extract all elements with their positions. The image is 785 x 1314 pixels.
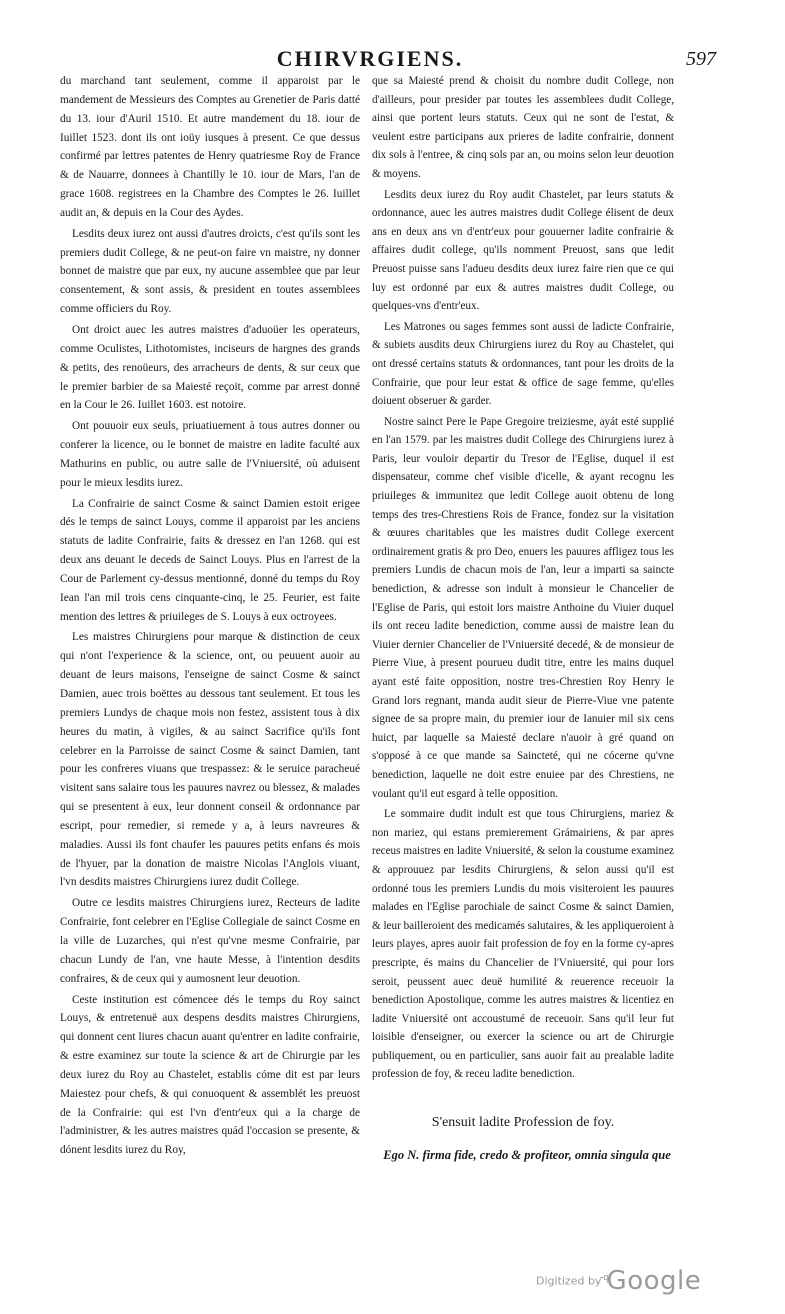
paragraph: Nostre sainct Pere le Pape Gregoire treiziesme, ayát esté supplié en l'an 1579. par les maistres dudit College des Chirurgiens iurez à Paris, leur vouloir departir du Tresor de l'Eglise, duquel il est dispensateur, comme chef visible d'icelle, & ayant recognu les priuileges & immunitez que ledit College auoit obtenu de long temps des tres-Chrestiens Rois de France, fondez sur la visitation & œuures charitables que les maistres dudit College exercent ordinairement gratis & pro Deo, enuers les pauures affligez tous les premiers Lundis de chacun mois de l'an, leur a imparti sa saincte benediction, & adresse son indult à monsieur le Chancelier de l'Eglise de Paris, qui estoit lors maistre Anthoine du Viuier duquel ils ont receu ladite benediction, comme aussi de maistre Iean du Viuier dernier Chancelier de l'Vniuersité decedé, & de monsieur de Pierre Viue, à present pourueu dudit titre, entre les mains duquel ayant esté faite opposition, nostre tres-Chrestien Roy Henry le Grand lors regnant, manda audit sieur de Pierre-Viue vne patente signee de sa propre main, du premier iour de Ianuier mil six cens huict, par laquelle sa Maiesté declare n'auoir à gré quand on s'opposé à ce que mande sa Saincteté, qui ne cócerne qu'vne benediction, laquelle ne doit estre enuiee par des Chrestiens, ne voulant qu'il eut esgard à telle opposition.: [372, 415, 674, 800]
footer-mark: -q: [600, 1272, 609, 1283]
paragraph: Outre ce lesdits maistres Chirurgiens iurez, Recteurs de ladite Confrairie, font celebrer en l'Eglise Collegiale de sainct Cosme en la ville de Luzarches, qui n'est qu'vne mesme Confrairie, par chacun Lundy de l'an, vne haute Messe, à l'intention desdits confraires, & de ceux qui y aumosnent leur deuotion.: [60, 897, 360, 985]
paragraph: Les Matrones ou sages femmes sont aussi de ladicte Confrairie, & subiets ausdits deux Chirurgiens iurez du Roy au Chastelet, qui ont dressé certains statuts & ordonnances, tant pour les droits de la Confrairie, que pour leur estat & office de sage femme, qu'elles doiuent obseruer & garder.: [372, 320, 674, 408]
section-heading: S'ensuit ladite Profession de foy.: [431, 1115, 615, 1130]
google-logo: Google: [606, 1266, 702, 1296]
right-column: [372, 72, 674, 1084]
paragraph: Lesdits deux iurez ont aussi d'autres droicts, c'est qu'ils sont les premiers dudit College, & ne peut-on faire vn maistre, ny donner bonnet de maistre que par eux, ny aucune assemblee que par leur consentement, & sont assis, & president en toutes assemblees comme officiers du Roy.: [60, 227, 360, 316]
latin-formula: Ego N. firma fide, credo & profiteor, omnia singula que: [383, 1148, 671, 1162]
watermark-prefix: Digitized by: [536, 1274, 602, 1288]
paragraph: La Confrairie de sainct Cosme & sainct Damien estoit erigee dés le temps de sainct Louys, comme il apparoist par les anciens statuts de ladite Confrairie, faits & dressez en l'an 1268. qui est deux ans deuant le deceds de Sainct Louys. Plus en l'arrest de la Cour de Parlement cy-dessus mentionné, donné du temps du Roy Iean l'an mil trois cens cinquante-cinq, le 25. Feurier, est faite mention des lettres & priuileges de S. Louys à eux octroyees.: [60, 497, 360, 623]
paragraph: Ont pouuoir eux seuls, priuatiuement à tous autres donner ou conferer la licence, ou le bonnet de maistre en ladite faculté aux Mathurins en public, ou autre salle de l'Vniuersité, où aduisent pour le mieux lesdits iurez.: [60, 420, 360, 489]
paragraph: Les maistres Chirurgiens pour marque & distinction de ceux qui n'ont l'experience & la science, ont, ou peuuent auoir au deuant de leurs maisons, l'enseigne de sainct Cosme & sainct Damien, auec trois boëttes au dessous tant seulement. Et tous les premiers Lundys de chaque mois non festez, assistent tous à dix heures du matin, à vigiles, & au sainct Sacrifice qu'ils font celebrer en la Parroisse de sainct Cosme & sainct Damien, tant pour les confreres viuans que trespassez: & le seruice paracheué visitent sans salaire tous les pauures navrez ou blessez, & malades qui se presentent à eux, leur donnent conseil & ordonnance par escript, pour remedier, si remede y a, à leurs navreures & maladies. Aussi ils font chaufer les pauures petits enfans és mois de l'hyuer, par la donation de maistre Nicolas l'Anglois viuant, l'vn desdits maistres Chirurgiens iurez dudit College.: [60, 631, 360, 889]
paragraph: Ont droict auec les autres maistres d'aduoüer les operateurs, comme Oculistes, Lithotomistes, inciseurs de hargnes des grands & petits, des renoüeurs, des arracheurs de dents, & sur ceux que le premier barbier de sa Maiesté reçoit, comme par arrest donné en la Cour le 26. Iuillet 1603. est notoire.: [60, 323, 360, 412]
left-column: [60, 72, 360, 1160]
paragraph: Lesdits deux iurez du Roy audit Chastelet, par leurs statuts & ordonnance, auec les autres maistres dudit College élisent de deux ans en deux ans vn d'entr'eux pour gouuerner ladite confrairie & affaires dudit college, qu'ils nomment Preuost, sans que ledit Preuost puisse sans l'adueu desdits deux iurez faire rien que ce qui luy est ordonné par eux & autres maistres dudit College, ou quelques-vns d'entr'eux.: [372, 188, 674, 313]
paragraph: du marchand tant seulement, comme il apparoist par le mandement de Messieurs des Comptes au Grenetier de Paris datté du 13. iour d'Auril 1510. Et autre mandement du 18. iour de Iuillet 1523. dont ils ont ioüy iusques à present. Ce que dessus confirmé par lettres patentes de Henry quatriesme Roy de France & de Nauarre, donnees à Chantilly le 10. iour de Mars, l'an de grace 1608. registrees en la Chambre des Comptes le 26. Iuillet audit an, & depuis en la Cour des Aydes.: [60, 75, 360, 219]
page-number: 597: [686, 48, 716, 70]
paragraph: Ceste institution est cómencee dés le temps du Roy sainct Louys, & entretenuë aux despens desdits maistres Chirurgiens, qui donnent cent liures chacun auant qu'entrer en ladite confrairie, & estre examinez sur toute la science & art de Chirurgie par les deux iurez du Roy au Chastelet, establis cóme dit est par leurs Maiestez pour chefs, & qui conuoquent & assemblét les preuost de la Confrairie: qui est l'vn d'entr'eux qui a la charge de l'administrer, & les autres maistres quád l'occasion se presente, & dónent lesdits iurez du Roy,: [60, 993, 360, 1157]
running-title: CHIRVRGIENS.: [276, 46, 464, 71]
paragraph: Le sommaire dudit indult est que tous Chirurgiens, mariez & non mariez, qui estans premierement Grámairiens, & par apres receus maistres en ladite Vniuersité, & selon la coustume examinez & approuuez par lesdits Chirurgiens, & selon aussi qu'il est ordonné tous les premiers Lundis du mois visiteroient les pauures malades en l'Eglise parochiale de sainct Cosme & sainct Damien, & leur bailleroient des medicamés salutaires, & les appliqueroient à leurs playes, apres auoir fait profession de foy en la forme cy-apres prescripte, és mains du Chancelier de l'Vniuersité, qui pour lors seroit, peussent auec deuë humilité & reuerence receuoir la benediction Apostolique, comme les autres maistres & licentiez en ladite Vniuersité ont accoustumé de receuoir. Sans qu'il leur fut loisible d'enseigner, ou exercer la science ou art de Chirurgie publiquement, ou en particulier, sans auoir fait au prealable ladite profession de foy, & receu ladite benediction.: [372, 808, 674, 1081]
paragraph: que sa Maiesté prend & choisit du nombre dudit College, non d'ailleurs, pour presider par toutes les assemblees dudit College, ainsi que portent leurs statuts. Ceux qui ne sont de l'estat, & veulent estre participans aux prieres de ladite confrairie, donnent dix sols à l'entree, & cinq sols par an, ou moins selon leur deuotion & moyens.: [372, 75, 674, 180]
digitized-watermark: [536, 1266, 716, 1296]
